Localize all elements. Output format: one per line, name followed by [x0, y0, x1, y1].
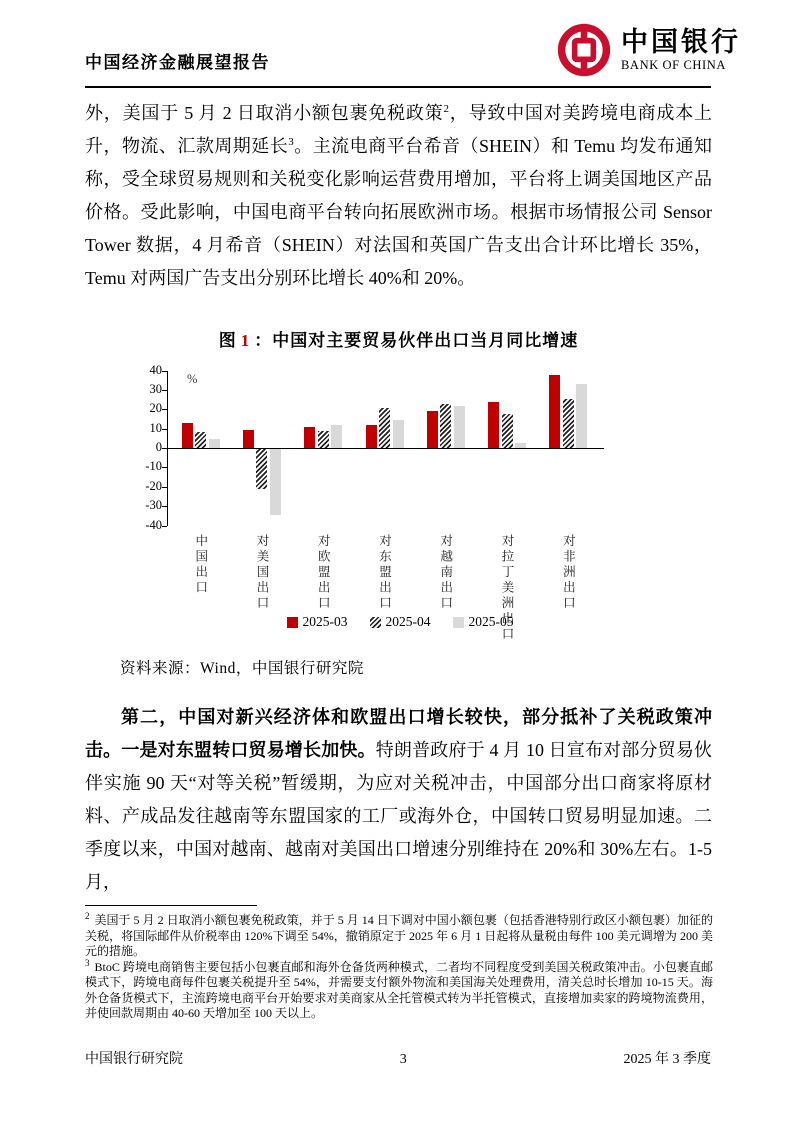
y-tick-label: -40	[145, 517, 162, 532]
bar-2025-03-对非洲出口	[549, 375, 560, 448]
bar-2025-04-对越南出口	[440, 404, 451, 448]
footnote-text: BtoC 跨境电商销售主要包括小包裹直邮和海外仓备货两种模式，二者均不同程度受到美国关税政策冲击。小包裹直邮模式下，跨境电商每件包裹关税提升至 54%，并需要支付额外物流和美国海关处理费用，清关总时长增加 10-15 天。海外仓备货模式下，主流跨境电商平台开始要求对美商家从全托管模式转为半托管模式，直接增加卖家的跨境物流费用，并使回款周期由 40-60 天增加至 100 天以上。	[85, 959, 713, 1020]
bar-2025-03-中国出口	[182, 423, 193, 448]
bar-2025-03-对欧盟出口	[304, 427, 315, 448]
bar-2025-05-对非洲出口	[576, 384, 587, 448]
x-category-label: 对非洲出口	[561, 534, 576, 612]
legend-label: 2025-04	[385, 614, 431, 629]
paragraph-2	[85, 701, 712, 899]
text-run-2: ，导致中国对美跨境电商成本上升，物流、汇款周期延长	[85, 103, 712, 156]
y-axis-unit-label: %	[187, 372, 198, 386]
x-category-label: 对欧盟出口	[316, 534, 331, 612]
y-tick-label: 40	[149, 362, 162, 377]
logo-chinese-name: 中国银行	[621, 27, 741, 58]
legend-item-2025-04	[370, 614, 431, 630]
bar-2025-05-对东盟出口	[393, 420, 404, 448]
bar-2025-04-对东盟出口	[379, 408, 390, 448]
text-run-0: 第二，中国对新兴经济体和欧盟出口增长较快，部分抵补了关税政策冲击。一是对东盟转口贸易增长加快。	[85, 707, 712, 760]
footer-issue: 2025 年 3 季度	[623, 1052, 711, 1067]
y-tick-mark	[162, 526, 167, 527]
legend-item-2025-03	[287, 614, 348, 630]
x-category-label: 对越南出口	[438, 534, 453, 612]
bar-2025-04-对非洲出口	[563, 399, 574, 448]
y-tick-mark	[162, 467, 167, 468]
y-tick-mark	[162, 506, 167, 507]
legend-label: 2025-03	[302, 614, 348, 629]
figure-source: 资料来源：Wind，中国银行研究院	[120, 660, 364, 677]
chart-legend	[140, 614, 660, 630]
footnote-divider	[85, 905, 257, 906]
figure-title-text: ：中国对主要贸易伙伴出口当月同比增速	[254, 331, 579, 350]
x-axis-zero-line	[167, 448, 604, 449]
y-tick-mark	[162, 487, 167, 488]
bar-2025-04-对拉丁美洲出口	[502, 414, 513, 448]
logo-english-name: BANK OF CHINA	[621, 57, 727, 72]
y-tick-mark	[162, 409, 167, 410]
bar-2025-05-中国出口	[209, 439, 220, 448]
figure-title	[85, 326, 712, 351]
bar-2025-03-对拉丁美洲出口	[488, 402, 499, 448]
x-category-label: 中国出口	[193, 534, 208, 596]
legend-swatch-icon	[453, 617, 464, 628]
y-tick-mark	[162, 371, 167, 372]
footnote-marker: 3	[85, 957, 90, 968]
x-category-label: 对美国出口	[254, 534, 269, 612]
bar-2025-03-对越南出口	[427, 411, 438, 448]
bank-of-china-logo	[556, 22, 741, 78]
footnote-ref-1: 2	[443, 103, 449, 115]
text-run-4: 。主流电商平台希音（SHEIN）和 Temu 均发布通知称，受全球贸易规则和关税变化影响运营费用增加，平台将上调美国地区产品价格。受此影响，中国电商平台转向拓展欧洲市场。根据市场情报公司 Sensor Tower 数据，4 月希音（SHEIN）对法国和英国广告支出合计环比增长 35%，Temu 对两国广告支出分别环比增长 40%和 20%。	[85, 136, 713, 288]
legend-label: 2025-05	[468, 614, 514, 629]
page-footer	[85, 1048, 711, 1068]
y-tick-label: 0	[155, 440, 162, 454]
figure1-bar-chart	[140, 362, 660, 656]
bar-2025-05-对越南出口	[454, 406, 465, 448]
x-category-label: 对拉丁美洲出口	[500, 534, 515, 643]
footnote-3	[85, 957, 713, 1022]
figure-title-prefix: 图	[218, 331, 237, 350]
legend-swatch-icon	[287, 617, 298, 628]
x-category-label: 对东盟出口	[377, 534, 392, 612]
legend-swatch-icon	[370, 617, 381, 628]
bar-2025-03-对东盟出口	[366, 425, 377, 448]
footnote-ref-3: 3	[288, 136, 294, 148]
footer-institution: 中国银行研究院	[85, 1052, 183, 1067]
text-run-0: 外，美国于 5 月 2 日取消小额包裹免税政策	[85, 103, 444, 123]
bar-2025-04-中国出口	[195, 432, 206, 448]
y-tick-label: -10	[145, 459, 162, 474]
footnotes	[85, 913, 713, 1022]
y-tick-label: 30	[149, 381, 162, 396]
footnote-text: 美国于 5 月 2 日取消小额包裹免税政策，并于 5 月 14 日下调对中国小额包裹（包括香港特别行政区小额包裹）加征的关税，将国际邮件从价税率由 120%下调至 54%，撤销原定于 2025 年 6 月 1 日起将从量税由每件 100 美元调增为 200 美元的措施。	[85, 913, 713, 958]
report-title: 中国经济金融展望报告	[85, 53, 270, 72]
figure-number: 1	[240, 331, 251, 350]
bar-2025-05-对欧盟出口	[331, 425, 342, 448]
bar-2025-05-对美国出口	[270, 449, 281, 515]
y-tick-label: -20	[145, 478, 162, 493]
bank-of-china-emblem-icon	[556, 22, 612, 78]
y-tick-mark	[162, 448, 167, 449]
y-tick-label: 10	[149, 420, 162, 435]
bar-2025-05-对拉丁美洲出口	[515, 443, 526, 448]
footnote-marker: 2	[85, 911, 90, 921]
text-run-1: 特朗普政府于 4 月 10 日宣布对部分贸易伙伴实施 90 天“对等关税”暂缓期，为应对关税冲击，中国部分出口商家将原材料、产成品发往越南等东盟国家的工厂或海外仓，中国转口贸易明显加速。二季度以来，中国对越南、越南对美国出口增速分别维持在 20%和 30%左右。1-5 月，	[85, 740, 713, 892]
paragraph-1	[85, 97, 712, 295]
bar-2025-04-对欧盟出口	[318, 431, 329, 448]
y-tick-mark	[162, 429, 167, 430]
header-divider	[85, 86, 711, 88]
legend-item-2025-05	[453, 614, 514, 630]
bar-2025-04-对美国出口	[256, 449, 267, 489]
bar-2025-03-对美国出口	[243, 430, 254, 448]
y-tick-mark	[162, 390, 167, 391]
page-number: 3	[399, 1052, 407, 1067]
logo-text	[621, 28, 741, 71]
y-tick-label: -30	[145, 498, 162, 513]
footnote-2	[85, 913, 713, 960]
y-tick-label: 20	[149, 401, 162, 416]
